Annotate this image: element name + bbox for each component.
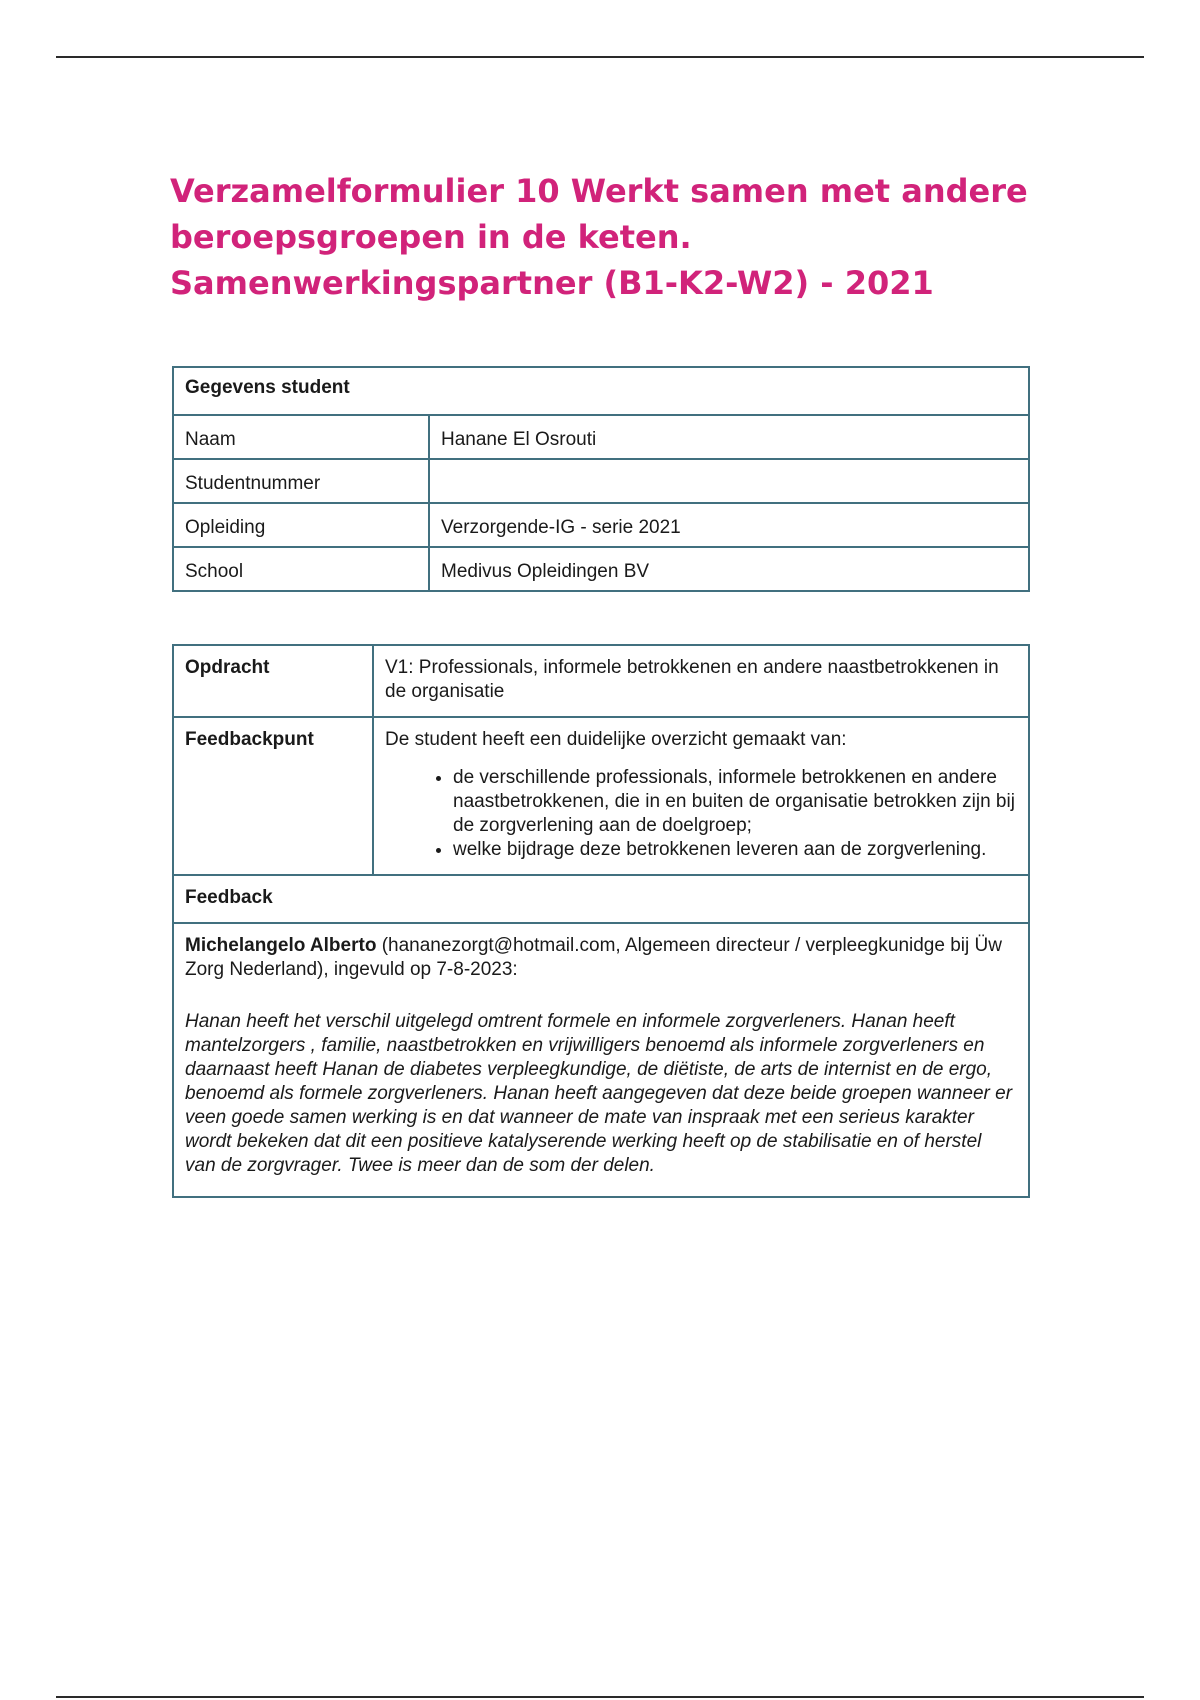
table-row [173,645,1029,717]
naam-label: Naam [173,415,429,459]
assignment-feedback-table [172,644,1030,1198]
table-row [173,415,1029,459]
list-item: • welke bijdrage deze betrokkenen leveren aan de zorgverlening. [453,838,1017,862]
table-row [173,717,1029,875]
document-title: Verzamelformulier 10 Werkt samen met andere beroepsgroepen in de keten. Samenwerkingspartner (B1-K2-W2) - 2021 [170,172,1028,302]
feedback-cell [173,923,1029,1197]
feedbackpunt-list [385,766,1017,862]
reviewer-name: Michelangelo Alberto [185,935,377,956]
opdracht-label: Opdracht [173,645,373,717]
student-info-table [172,366,1030,592]
bottom-divider [56,1696,1144,1698]
list-item: • de verschillende professionals, informele betrokkenen en andere naastbetrokkenen, die in en buiten de organisatie betrokken zijn bij de zorgverlening aan de doelgroep; [453,766,1017,838]
feedbackpunt-label: Feedbackpunt [173,717,373,875]
table-row [173,875,1029,923]
student-table-header: Gegevens student [173,367,1029,415]
table-row [173,503,1029,547]
naam-value: Hanane El Osrouti [429,415,1029,459]
student-table-header-row [173,367,1029,415]
table-row [173,547,1029,591]
opdracht-value: V1: Professionals, informele betrokkenen en andere naastbetrokkenen in de organisatie [373,645,1029,717]
school-value: Medivus Opleidingen BV [429,547,1029,591]
opleiding-label: Opleiding [173,503,429,547]
feedback-label: Feedback [173,875,1029,923]
reviewer-line [185,934,1017,982]
studentnummer-label: Studentnummer [173,459,429,503]
feedbackpunt-cell [373,717,1029,875]
studentnummer-value [429,459,1029,503]
table-row [173,923,1029,1197]
feedbackpunt-intro: De student heeft een duidelijke overzicht gemaakt van: [385,729,847,750]
table-row [173,459,1029,503]
feedback-text: Hanan heeft het verschil uitgelegd omtrent formele en informele zorgverleners. Hanan heeft mantelzorgers , familie, naastbetrokken en vrijwilligers benoemd als informele zorgverleners en daarnaast heeft Hanan de diabetes verpleegkundige, de diëtiste, de arts de internist en de ergo, benoemd als formele zorgverleners. Hanan heeft aangegeven dat deze beide groepen wanneer er veen goede samen werking is en dat wanneer de mate van inspraak met een serieus karakter wordt bekeken dat dit een positieve katalyserende werking heeft op de stabilisatie en of herstel van de zorgvrager. Twee is meer dan de som der delen. [185,1011,1013,1176]
top-divider [56,56,1144,58]
school-label: School [173,547,429,591]
reviewer-details: (hananezorgt@hotmail.com, Algemeen directeur / verpleegkunidge bij Üw Zorg Nederland), ingevuld op 7-8-2023: [185,935,1002,980]
opleiding-value: Verzorgende-IG - serie 2021 [429,503,1029,547]
